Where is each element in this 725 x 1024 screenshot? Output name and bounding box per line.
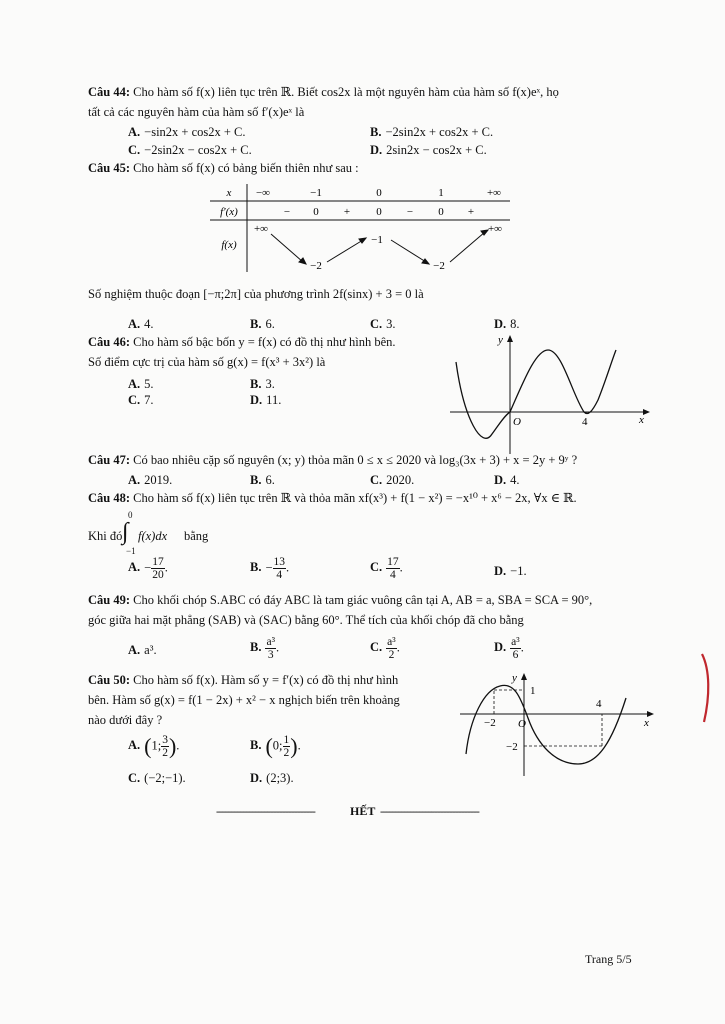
q50-tick-neg2: −2 (484, 717, 496, 729)
q46-line2: Số điểm cực trị của hàm số g(x) = f(x³ + 3x²) là (88, 355, 326, 369)
variation-table (205, 182, 515, 274)
q45-stem: Cho hàm số f(x) có bảng biến thiên như sau : (130, 161, 359, 175)
q44-option-d: D. 2sin2x − cos2x + C. (370, 143, 487, 157)
q44-line1 (88, 84, 559, 100)
table-f-2: −1 (371, 234, 383, 246)
table-x-3: 1 (438, 187, 444, 199)
q46-graph (446, 330, 652, 456)
q48-integral-sign: ∫ (122, 519, 129, 545)
q50-graph (456, 668, 656, 780)
q50-line1 (88, 672, 398, 688)
q49-option-d: D. $\frac{\text{a³}}{6}$ . (494, 636, 524, 661)
q49-line1 (88, 592, 592, 608)
q46-option-a: A. 5. (128, 377, 154, 391)
q48-option-c: C. $\frac{17}{4}$ . (370, 556, 403, 581)
table-f-3: −2 (433, 260, 445, 272)
page-number: Trang 5/5 (585, 952, 632, 966)
q47-line (88, 452, 577, 468)
q48-option-a: A. − $\frac{17}{20}$ . (128, 556, 168, 581)
table-sign-3: 0 (376, 206, 382, 218)
table-f-label: f(x) (221, 239, 237, 251)
table-sign-2: + (343, 206, 351, 218)
q48-tail: bằng (184, 529, 209, 543)
q45-label: Câu 45: (88, 161, 131, 175)
q44-option-b: B. −2sin2x + cos2x + C. (370, 125, 494, 139)
q46-stem: Cho hàm số bậc bốn y = f(x) có đồ thị như hình bên. (130, 335, 396, 349)
table-f-1: −2 (310, 260, 322, 272)
q49-line2: góc giữa hai mặt phẳng (SAB) và (SAC) bằng 60°. Thể tích của khối chóp đã cho bằng (88, 613, 524, 627)
q49-stem: Cho khối chóp S.ABC có đáy ABC là tam giác vuông cân tại A, AB = a, SBA = SCA = 90°, (130, 593, 593, 607)
q47-option-d: D. 4. (494, 473, 520, 487)
q46-option-d: D. 11. (250, 393, 282, 407)
table-x-0: −∞ (255, 187, 271, 199)
table-sign-5: 0 (438, 206, 444, 218)
q48-intro: Khi đó (88, 529, 123, 543)
q50-tick-y1: 1 (530, 685, 536, 697)
q45-question: Số nghiệm thuộc đoạn [−π;2π] của phương trình 2f(sinx) + 3 = 0 là (88, 287, 424, 301)
q44-label: Câu 44: (88, 85, 131, 99)
q47-option-b: B. 6. (250, 473, 275, 487)
q45-option-a: A. 4. (128, 317, 154, 331)
q48-stem: Cho hàm số f(x) liên tục trên ℝ và thỏa mãn xf(x³) + f(1 − x²) = −x¹⁰ + x⁶ − 2x, ∀x ∈ ℝ. (130, 491, 577, 505)
q50-option-b: B. (0; $\frac{1}{2}$ ). (250, 733, 301, 759)
q47-option-a: A. 2019. (128, 473, 173, 487)
q48-integral-lower: −1 (126, 546, 136, 556)
q45-line (88, 160, 359, 176)
q46-origin: O (513, 416, 521, 428)
end-label: HẾT (350, 804, 376, 818)
q49-option-b: B. $\frac{\text{a³}}{3}$ . (250, 636, 280, 661)
q46-tick-4: 4 (582, 416, 588, 428)
table-f-4: +∞ (487, 223, 503, 235)
q46-x-label: x (639, 414, 644, 426)
q50-tick-yneg2: −2 (506, 741, 518, 753)
table-sign-4: − (406, 206, 414, 218)
q46-option-c: C. 7. (128, 393, 154, 407)
q48-line (88, 490, 577, 506)
q49-label: Câu 49: (88, 593, 131, 607)
q48-label: Câu 48: (88, 491, 131, 505)
q46-option-b: B. 3. (250, 377, 275, 391)
q48-integrand: f(x)dx (138, 529, 168, 543)
table-sign-0: − (283, 206, 291, 218)
q50-label: Câu 50: (88, 673, 131, 687)
q45-option-d: D. 8. (494, 317, 520, 331)
table-x-2: 0 (376, 187, 382, 199)
q45-option-b: B. 6. (250, 317, 275, 331)
pen-mark (696, 650, 716, 726)
end-dashes-left: --------------------------------- (216, 804, 315, 818)
q44-stem: Cho hàm số f(x) liên tục trên ℝ. Biết cos2x là một nguyên hàm của hàm số f(x)eˣ, họ (130, 85, 559, 99)
table-f-0: +∞ (253, 223, 269, 235)
q50-line3: nào dưới đây ? (88, 713, 163, 727)
q50-line2: bên. Hàm số g(x) = f(1 − 2x) + x² − x nghịch biến trên khoảng (88, 693, 400, 707)
table-sign-1: 0 (313, 206, 319, 218)
end-dashes-right: --------------------------------- (380, 804, 479, 818)
table-sign-6: + (467, 206, 475, 218)
q47-label: Câu 47: (88, 453, 131, 467)
table-fp-label: f′(x) (220, 206, 238, 218)
q50-option-c: C. (−2;−1). (128, 771, 186, 785)
q49-option-a: A. a³. (128, 643, 157, 657)
table-x-4: +∞ (486, 187, 502, 199)
table-x-label: x (226, 187, 232, 199)
q50-tick-4: 4 (596, 698, 602, 710)
q50-stem: Cho hàm số f(x). Hàm số y = f′(x) có đồ thị như hình (130, 673, 399, 687)
q46-label: Câu 46: (88, 335, 131, 349)
q50-option-a: A. (1; $\frac{3}{2}$ ). (128, 733, 180, 759)
q48-integral-upper: 0 (128, 510, 133, 520)
table-x-1: −1 (310, 187, 322, 199)
q48-option-d: D. −1. (494, 564, 527, 578)
q50-option-d: D. (2;3). (250, 771, 294, 785)
q44-option-c: C. −2sin2x − cos2x + C. (128, 143, 252, 157)
q46-y-label: y (498, 334, 503, 346)
q47-stem: Có bao nhiêu cặp số nguyên (x; y) thỏa mãn 0 ≤ x ≤ 2020 và log₃(3x + 3) + x = 2y + 9ʸ ? (130, 453, 578, 467)
q47-option-c: C. 2020. (370, 473, 415, 487)
q50-y-label: y (512, 672, 517, 684)
q50-origin: O (518, 718, 526, 730)
q44-option-a: A. −sin2x + cos2x + C. (128, 125, 246, 139)
q50-x-label: x (644, 717, 649, 729)
q44-line2: tất cả các nguyên hàm của hàm số f′(x)eˣ là (88, 105, 305, 119)
q48-option-b: B. − $\frac{13}{4}$ . (250, 556, 290, 581)
q49-option-c: C. $\frac{\text{a³}}{2}$ . (370, 636, 400, 661)
q46-line1 (88, 334, 396, 350)
q45-option-c: C. 3. (370, 317, 396, 331)
